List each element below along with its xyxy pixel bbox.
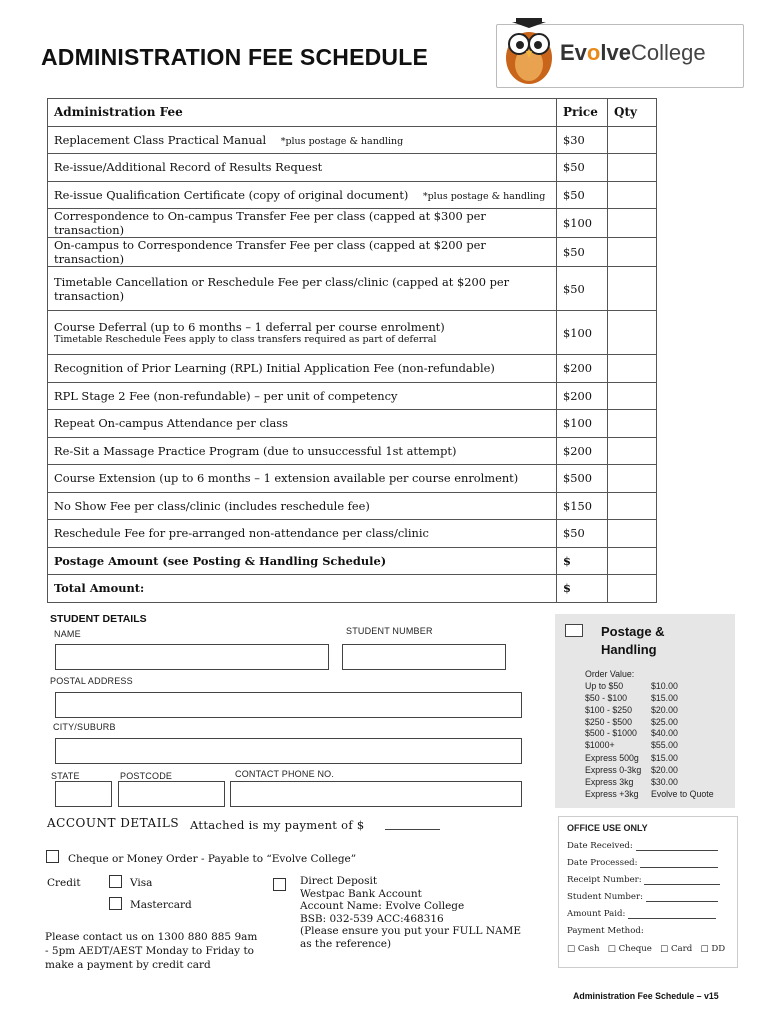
- qty-cell[interactable]: [608, 437, 657, 465]
- table-row: Correspondence to On-campus Transfer Fee per class (capped at $300 per transaction) $100: [48, 209, 657, 238]
- table-header-row: [48, 99, 657, 127]
- receipt-number-field[interactable]: Receipt Number:: [567, 875, 720, 885]
- table-row: Reschedule Fee for pre-arranged non-attendance per class/clinic $50: [48, 520, 657, 548]
- postage-handling-panel: Postage & Handling Order Value: Up to $50 $10.00 $50 - $100 $15.00 $100 - $250 $20.00 $250 - $500 $25.00 $500 - $1000 $40.00 $1000+ $55.00 Express 500g $15.00 Express 0-3kg $20.00 Express 3kg $30.00 Express +3kg Evolve to Quote: [555, 614, 735, 808]
- student-number-label: STUDENT NUMBER: [346, 626, 433, 636]
- table-row: Course Extension (up to 6 months – 1 extension available per course enrolment) $500: [48, 465, 657, 493]
- qty-cell[interactable]: [608, 547, 657, 575]
- fee-table: [47, 98, 657, 603]
- table-row: No Show Fee per class/clinic (includes reschedule fee) $150: [48, 492, 657, 520]
- attached-payment-text: Attached is my payment of $: [190, 818, 365, 832]
- student-details-heading: STUDENT DETAILS: [50, 613, 147, 625]
- payment-method-label: Payment Method:: [567, 926, 644, 936]
- postal-address-label: POSTAL ADDRESS: [50, 676, 133, 686]
- phone-field[interactable]: [230, 781, 522, 807]
- table-row: On-campus to Correspondence Transfer Fee per class (capped at $200 per transaction) $50: [48, 238, 657, 267]
- cash-option[interactable]: □ Cash: [567, 944, 600, 954]
- account-details-heading: ACCOUNT DETAILS: [47, 816, 180, 830]
- postcode-field[interactable]: [118, 781, 225, 807]
- postage-title: Postage & Handling: [601, 624, 665, 657]
- header-price: Price: [557, 99, 608, 127]
- cheque-option[interactable]: □ Cheque: [607, 944, 652, 954]
- qty-cell[interactable]: [608, 575, 657, 603]
- date-received-field[interactable]: Date Received:: [567, 841, 718, 851]
- office-use-title: OFFICE USE ONLY: [567, 823, 648, 833]
- student-number-field[interactable]: [342, 644, 506, 670]
- table-row: Replacement Class Practical Manual *plus postage & handling $30: [48, 126, 657, 154]
- cheque-label: Cheque or Money Order - Payable to “Evolve College”: [68, 853, 357, 865]
- table-row: Re-issue Qualification Certificate (copy of original document) *plus postage & handling $50: [48, 181, 657, 209]
- payment-method-options: [567, 944, 725, 954]
- card-option[interactable]: □ Card: [660, 944, 693, 954]
- state-field[interactable]: [55, 781, 112, 807]
- payment-amount-line[interactable]: [385, 829, 440, 830]
- table-row: Repeat On-campus Attendance per class $100: [48, 410, 657, 438]
- credit-label: Credit: [47, 877, 81, 889]
- postcode-label: POSTCODE: [120, 771, 173, 781]
- qty-cell[interactable]: [608, 126, 657, 154]
- name-label: NAME: [54, 629, 81, 639]
- qty-cell[interactable]: [608, 311, 657, 355]
- table-row: RPL Stage 2 Fee (non-refundable) – per unit of competency $200: [48, 382, 657, 410]
- envelope-icon: [565, 624, 583, 637]
- mastercard-label: Mastercard: [130, 899, 192, 911]
- postage-amount-row: Postage Amount (see Posting & Handling Schedule) $: [48, 547, 657, 575]
- qty-cell[interactable]: [608, 520, 657, 548]
- page-title: ADMINISTRATION FEE SCHEDULE: [41, 44, 429, 70]
- table-row: Course Deferral (up to 6 months – 1 deferral per course enrolment) Timetable Reschedule Fees apply to class transfers required as part of deferral $100: [48, 311, 657, 355]
- qty-cell[interactable]: [608, 382, 657, 410]
- postal-address-field[interactable]: [55, 692, 522, 718]
- table-row: Recognition of Prior Learning (RPL) Initial Application Fee (non-refundable) $200: [48, 355, 657, 383]
- qty-cell[interactable]: [608, 465, 657, 493]
- state-label: STATE: [51, 771, 80, 781]
- table-row: Re-issue/Additional Record of Results Request $50: [48, 154, 657, 182]
- qty-cell[interactable]: [608, 355, 657, 383]
- visa-label: Visa: [130, 877, 153, 889]
- qty-cell[interactable]: [608, 267, 657, 311]
- city-label: CITY/SUBURB: [53, 722, 116, 732]
- table-row: Re-Sit a Massage Practice Program (due to unsuccessful 1st attempt) $200: [48, 437, 657, 465]
- direct-deposit-details: Direct Deposit Westpac Bank Account Account Name: Evolve College BSB: 032-539 ACC:468316 (Please ensure you put your FULL NAME as the reference): [300, 875, 522, 950]
- city-field[interactable]: [55, 738, 522, 764]
- visa-checkbox[interactable]: [109, 875, 122, 888]
- dd-option[interactable]: □ DD: [700, 944, 726, 954]
- header-fee: Administration Fee: [48, 99, 557, 127]
- date-processed-field[interactable]: Date Processed:: [567, 858, 718, 868]
- total-amount-row: Total Amount: $: [48, 575, 657, 603]
- qty-cell[interactable]: [608, 410, 657, 438]
- footer-text: Administration Fee Schedule – v15: [573, 991, 719, 1001]
- amount-paid-field[interactable]: Amount Paid:: [567, 909, 716, 919]
- name-field[interactable]: [55, 644, 329, 670]
- credit-card-contact-note: Please contact us on 1300 880 885 9am - 5pm AEDT/AEST Monday to Friday to make a payment by credit card: [45, 931, 258, 971]
- qty-cell[interactable]: [608, 154, 657, 182]
- mastercard-checkbox[interactable]: [109, 897, 122, 910]
- order-value-label: Order Value:: [585, 669, 635, 679]
- qty-cell[interactable]: [608, 238, 657, 267]
- office-use-panel: [558, 816, 738, 968]
- evolve-college-logo: [496, 16, 742, 86]
- logo-text: EvolveCollege: [560, 40, 706, 65]
- phone-label: CONTACT PHONE NO.: [235, 769, 335, 779]
- qty-cell[interactable]: [608, 181, 657, 209]
- student-number-office-field[interactable]: Student Number:: [567, 892, 718, 902]
- owl-icon: [500, 16, 560, 86]
- qty-cell[interactable]: [608, 492, 657, 520]
- direct-deposit-checkbox[interactable]: [273, 878, 286, 891]
- table-row: Timetable Cancellation or Reschedule Fee per class/clinic (capped at $200 per transaction) $50: [48, 267, 657, 311]
- cheque-checkbox[interactable]: [46, 850, 59, 863]
- header-qty: Qty: [608, 99, 657, 127]
- qty-cell[interactable]: [608, 209, 657, 238]
